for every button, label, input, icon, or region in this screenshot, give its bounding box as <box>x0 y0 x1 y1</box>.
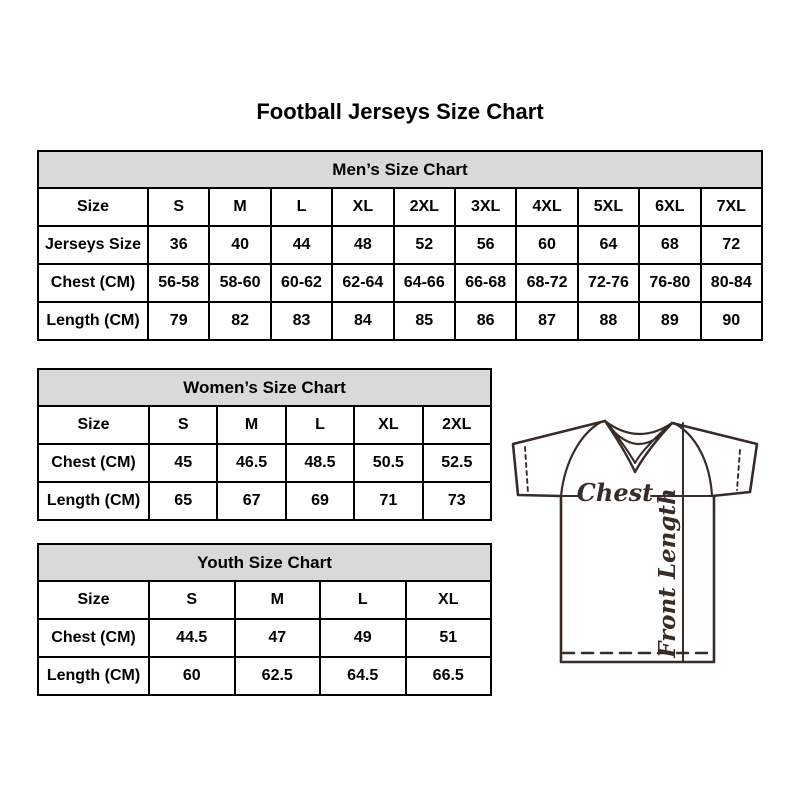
data-cell: 51 <box>406 619 492 657</box>
jersey-body <box>561 496 714 662</box>
jersey-outline-group <box>513 421 757 662</box>
row-header-cell: Size <box>38 188 148 226</box>
data-cell: S <box>149 406 217 444</box>
data-cell: 56-58 <box>148 264 209 302</box>
data-cell: 73 <box>423 482 491 520</box>
data-cell: 3XL <box>455 188 516 226</box>
data-cell: 58-60 <box>209 264 270 302</box>
jersey-right-sleeve <box>672 423 757 496</box>
table-title-row <box>38 369 491 406</box>
jersey-measurement-diagram <box>495 400 785 700</box>
womens-size-table <box>37 368 492 521</box>
table-row <box>38 444 491 482</box>
row-header-cell: Size <box>38 581 149 619</box>
data-cell: 65 <box>149 482 217 520</box>
table-row <box>38 302 762 340</box>
data-cell: 88 <box>578 302 639 340</box>
table-row <box>38 619 491 657</box>
row-header-cell: Length (CM) <box>38 302 148 340</box>
data-cell: 49 <box>320 619 406 657</box>
row-header-cell: Chest (CM) <box>38 444 149 482</box>
data-cell: 40 <box>209 226 270 264</box>
table-row <box>38 188 762 226</box>
youth-table-title: Youth Size Chart <box>38 544 491 581</box>
row-header-cell: Chest (CM) <box>38 264 148 302</box>
data-cell: 76-80 <box>639 264 700 302</box>
data-cell: 85 <box>394 302 455 340</box>
mens-table-title: Men’s Size Chart <box>38 151 762 188</box>
table-title-row <box>38 151 762 188</box>
data-cell: 7XL <box>701 188 762 226</box>
front-length-label: Front Length <box>654 488 681 658</box>
data-cell: 64-66 <box>394 264 455 302</box>
mens-table-body <box>38 188 762 340</box>
womens-table-body <box>38 406 491 520</box>
data-cell: 86 <box>455 302 516 340</box>
jersey-left-cuff-stitch <box>525 447 528 493</box>
data-cell: 66-68 <box>455 264 516 302</box>
youth-table-body <box>38 581 491 695</box>
chest-label: Chest <box>576 478 654 507</box>
data-cell: L <box>320 581 406 619</box>
data-cell: 67 <box>217 482 285 520</box>
data-cell: 68-72 <box>516 264 577 302</box>
data-cell: 56 <box>455 226 516 264</box>
data-cell: S <box>148 188 209 226</box>
row-header-cell: Length (CM) <box>38 657 149 695</box>
data-cell: 44.5 <box>149 619 235 657</box>
data-cell: M <box>209 188 270 226</box>
data-cell: 62-64 <box>332 264 393 302</box>
row-header-cell: Size <box>38 406 149 444</box>
data-cell: 36 <box>148 226 209 264</box>
data-cell: 2XL <box>394 188 455 226</box>
womens-table-title: Women’s Size Chart <box>38 369 491 406</box>
data-cell: 44 <box>271 226 332 264</box>
data-cell: 60-62 <box>271 264 332 302</box>
table-row <box>38 482 491 520</box>
data-cell: 6XL <box>639 188 700 226</box>
table-row <box>38 226 762 264</box>
data-cell: 5XL <box>578 188 639 226</box>
data-cell: 80-84 <box>701 264 762 302</box>
row-header-cell: Chest (CM) <box>38 619 149 657</box>
data-cell: 64.5 <box>320 657 406 695</box>
data-cell: 72-76 <box>578 264 639 302</box>
data-cell: 50.5 <box>354 444 422 482</box>
jersey-right-cuff-stitch <box>737 450 740 490</box>
data-cell: 71 <box>354 482 422 520</box>
table-row <box>38 581 491 619</box>
data-cell: 66.5 <box>406 657 492 695</box>
page-title: Football Jerseys Size Chart <box>256 99 544 124</box>
data-cell: 89 <box>639 302 700 340</box>
data-cell: 52.5 <box>423 444 491 482</box>
data-cell: 47 <box>235 619 321 657</box>
data-cell: L <box>286 406 354 444</box>
data-cell: XL <box>406 581 492 619</box>
data-cell: 68 <box>639 226 700 264</box>
table-row <box>38 657 491 695</box>
data-cell: 69 <box>286 482 354 520</box>
data-cell: 79 <box>148 302 209 340</box>
data-cell: XL <box>332 188 393 226</box>
mens-size-table <box>37 150 763 341</box>
data-cell: 90 <box>701 302 762 340</box>
data-cell: 72 <box>701 226 762 264</box>
table-row <box>38 406 491 444</box>
table-title-row <box>38 544 491 581</box>
data-cell: M <box>217 406 285 444</box>
data-cell: 82 <box>209 302 270 340</box>
data-cell: 60 <box>149 657 235 695</box>
table-row <box>38 264 762 302</box>
data-cell: 62.5 <box>235 657 321 695</box>
data-cell: 60 <box>516 226 577 264</box>
data-cell: 83 <box>271 302 332 340</box>
data-cell: L <box>271 188 332 226</box>
data-cell: S <box>149 581 235 619</box>
jersey-label-group <box>577 478 681 659</box>
data-cell: 4XL <box>516 188 577 226</box>
data-cell: 2XL <box>423 406 491 444</box>
row-header-cell: Jerseys Size <box>38 226 148 264</box>
data-cell: 52 <box>394 226 455 264</box>
youth-size-table <box>37 543 492 696</box>
data-cell: 87 <box>516 302 577 340</box>
jersey-right-armhole-seam <box>674 423 712 496</box>
data-cell: 64 <box>578 226 639 264</box>
data-cell: 48 <box>332 226 393 264</box>
row-header-cell: Length (CM) <box>38 482 149 520</box>
data-cell: 84 <box>332 302 393 340</box>
data-cell: M <box>235 581 321 619</box>
data-cell: XL <box>354 406 422 444</box>
data-cell: 46.5 <box>217 444 285 482</box>
data-cell: 48.5 <box>286 444 354 482</box>
data-cell: 45 <box>149 444 217 482</box>
